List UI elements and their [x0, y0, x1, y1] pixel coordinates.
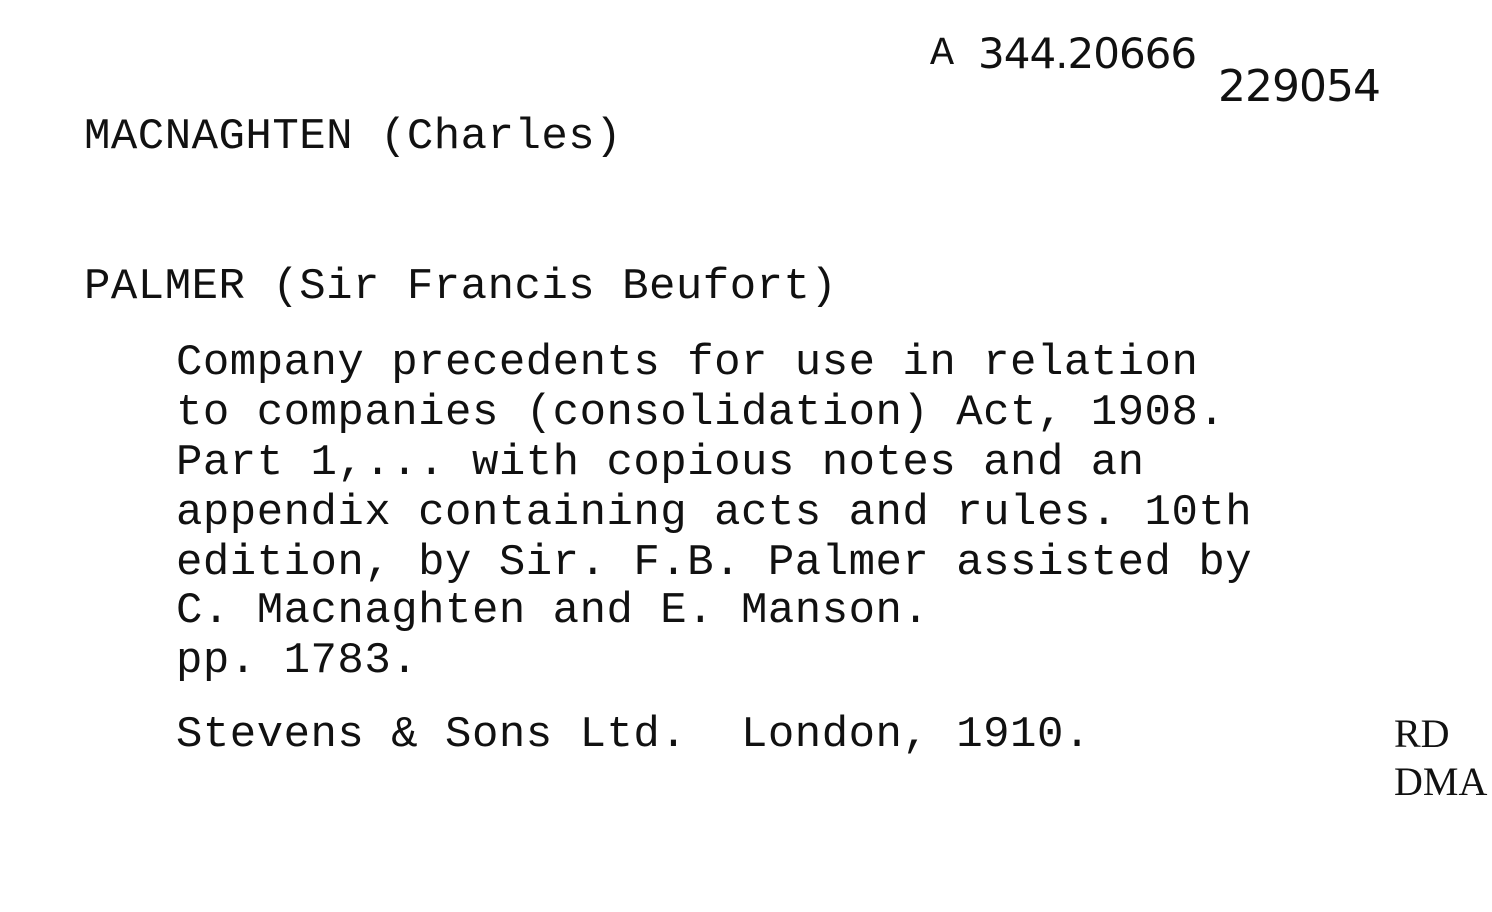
imprint-line: Stevens & Sons Ltd. London, 1910. [176, 710, 1091, 760]
pagination-line: pp. 1783. [176, 636, 419, 686]
location-mark: DMA [1394, 759, 1488, 804]
title-line: Part 1,... with copious notes and an [176, 438, 1145, 488]
title-line: Company precedents for use in relation [176, 338, 1199, 388]
secondary-author-heading: MACNAGHTEN (Charles) [84, 112, 623, 162]
title-line: to companies (consolidation) Act, 1908. [176, 388, 1226, 438]
title-line: C. Macnaghten and E. Manson. [176, 586, 930, 636]
location-mark: RD [1394, 711, 1450, 756]
accession-number: 229054 [1218, 61, 1380, 112]
call-number-prefix: A [930, 32, 955, 77]
title-line: appendix containing acts and rules. 10th [176, 488, 1253, 538]
title-line: edition, by Sir. F.B. Palmer assisted by [176, 538, 1253, 588]
main-author-heading: PALMER (Sir Francis Beufort) [84, 262, 838, 312]
call-number: 344.20666 [978, 29, 1197, 78]
